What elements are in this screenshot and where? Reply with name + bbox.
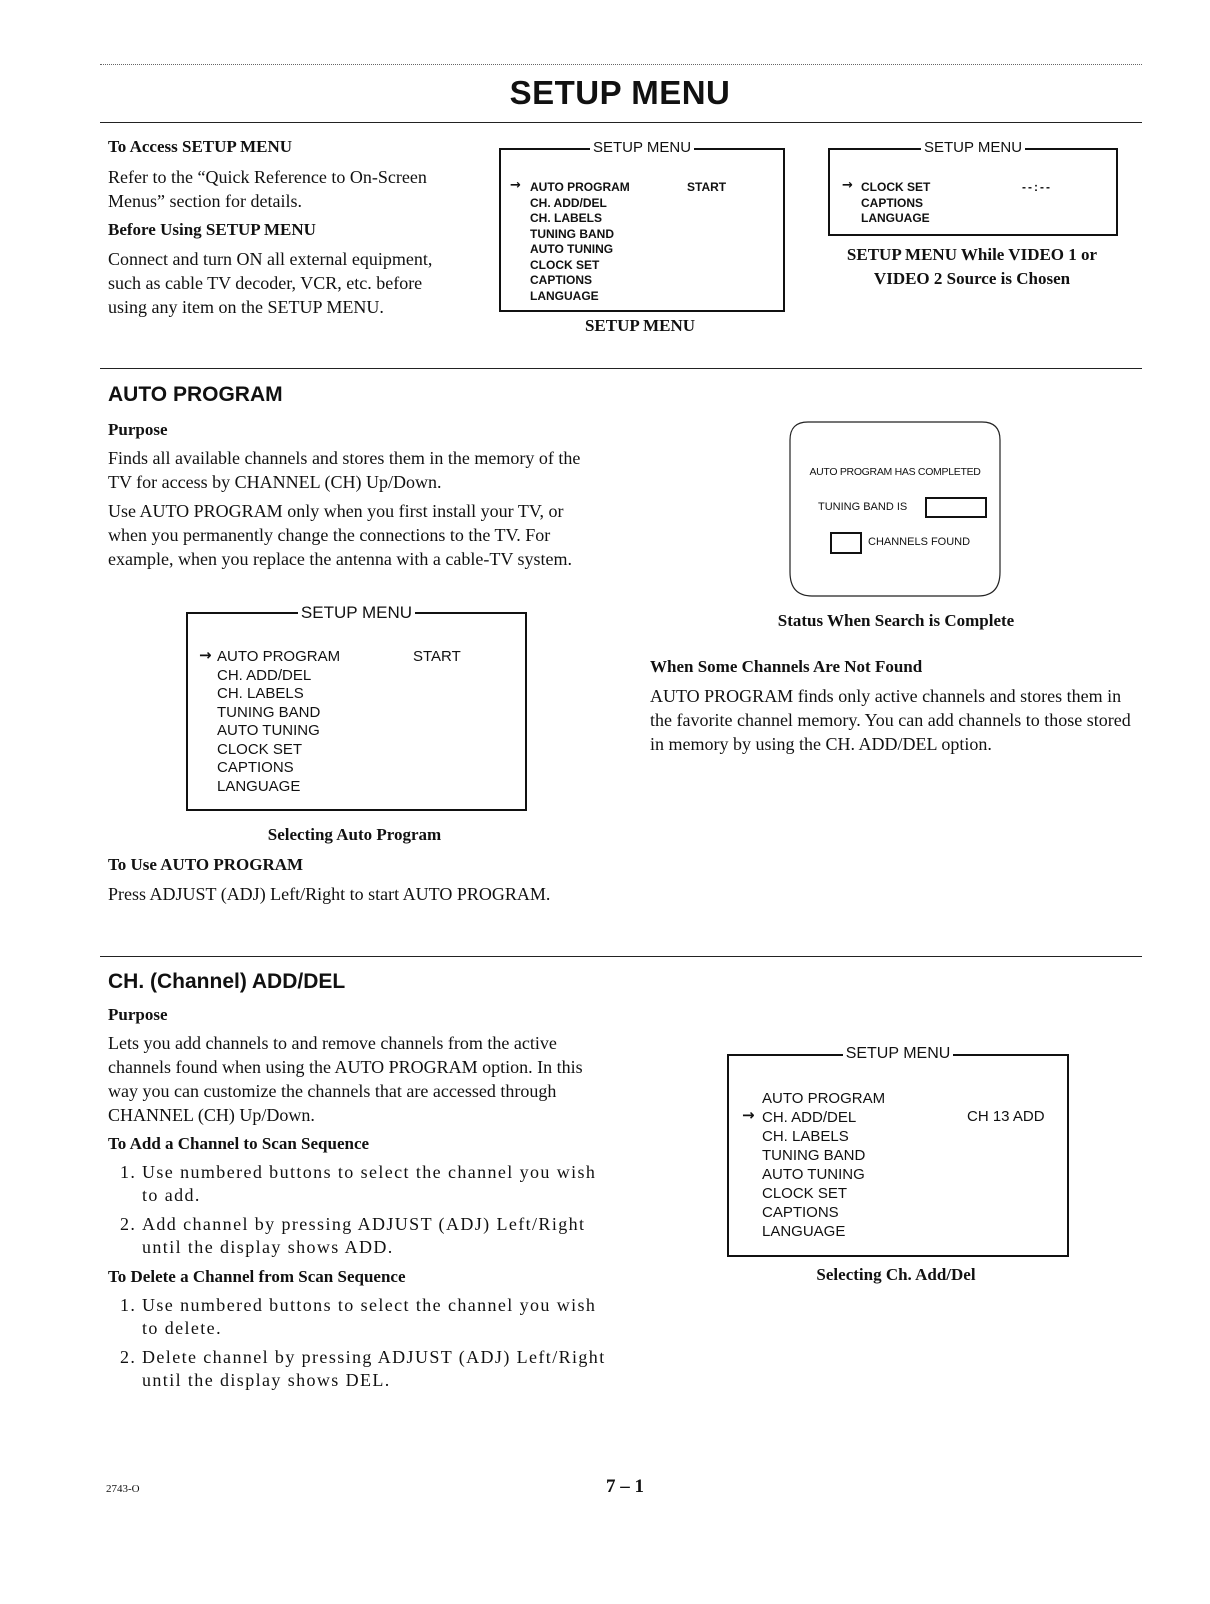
- auto-purpose-text-2: Use AUTO PROGRAM only when you first install your TV, or when you permanently change the connections to the TV. For example, when you replace the antenna with a cable-TV system.: [108, 501, 572, 569]
- list-item: 1. Use numbered buttons to select the channel you wish to add.: [120, 1162, 597, 1205]
- video-menu-caption-line2: VIDEO 2 Source is Chosen: [873, 269, 1071, 288]
- menu-title: SETUP MENU: [921, 139, 1025, 156]
- menu-item[interactable]: AUTO PROGRAM: [530, 180, 630, 194]
- ch-add-del-heading: CH. (Channel) ADD/DEL: [108, 970, 346, 993]
- menu-item[interactable]: CLOCK SET: [217, 740, 303, 758]
- menu-item[interactable]: CH. ADD/DEL: [762, 1109, 857, 1126]
- auto-purpose-text-1: Finds all available channels and stores them in the memory of the TV for access by CHANNEL (CH) Up/Down.: [108, 448, 581, 492]
- setup-menu-box: [499, 139, 785, 312]
- menu-item[interactable]: CLOCK SET: [762, 1185, 848, 1202]
- status-completed: AUTO PROGRAM HAS COMPLETED: [809, 466, 981, 478]
- clock-value: --:--: [1022, 180, 1052, 194]
- title-rule: [100, 122, 1142, 123]
- menu-item[interactable]: CH. ADD/DEL: [217, 666, 312, 684]
- purpose-heading: Purpose: [108, 420, 168, 439]
- menu-items: [762, 1089, 885, 1241]
- menu-item[interactable]: TUNING BAND: [762, 1147, 866, 1164]
- status-tuning-band: TUNING BAND IS: [818, 501, 908, 513]
- cursor-arrow-icon: →: [842, 178, 853, 193]
- ch-purpose-text: Lets you add channels to and remove channels from the active channels found when using the AUTO PROGRAM option. In this way you can customize the channels that are accessed through CHANNEL (CH) Up/Down.: [108, 1033, 583, 1125]
- menu-value: CH 13 ADD: [967, 1108, 1045, 1125]
- menu-item[interactable]: CH. LABELS: [530, 211, 602, 225]
- status-channels-found: CHANNELS FOUND: [868, 536, 971, 548]
- auto-menu-caption: Selecting Auto Program: [267, 825, 442, 844]
- add-steps: [108, 1161, 608, 1265]
- menu-items: [861, 180, 930, 227]
- section-rule: [100, 368, 1142, 369]
- menu-item[interactable]: CLOCK SET: [530, 257, 600, 272]
- menu-items: [530, 180, 630, 304]
- use-auto-text: Press ADJUST (ADJ) Left/Right to start AUTO PROGRAM.: [108, 884, 551, 904]
- section-rule: [100, 956, 1142, 957]
- menu-title: SETUP MENU: [590, 139, 694, 156]
- list-item: 2. Add channel by pressing ADJUST (ADJ) Left/Right until the display shows ADD.: [120, 1214, 586, 1257]
- menu-item[interactable]: CAPTIONS: [530, 273, 593, 287]
- cursor-arrow-icon: →: [742, 1106, 755, 1124]
- menu-item[interactable]: LANGUAGE: [217, 777, 301, 795]
- ch-menu-caption: Selecting Ch. Add/Del: [816, 1265, 976, 1284]
- auto-program-menu-box: [186, 603, 527, 811]
- delete-channel-heading: To Delete a Channel from Scan Sequence: [108, 1267, 406, 1286]
- menu-item[interactable]: LANGUAGE: [762, 1223, 846, 1240]
- use-auto-heading: To Use AUTO PROGRAM: [108, 855, 304, 874]
- menu-item[interactable]: AUTO TUNING: [762, 1166, 865, 1183]
- menu-value: START: [413, 648, 461, 665]
- menu-title: SETUP MENU: [843, 1045, 954, 1062]
- not-found-text: AUTO PROGRAM finds only active channels and stores them in the favorite channel memory. You can add channels to those stored in memory by using the CH. ADD/DEL option.: [650, 686, 1131, 754]
- menu-item[interactable]: TUNING BAND: [530, 226, 614, 241]
- channels-found-field: [830, 532, 862, 554]
- video-menu-caption-line1: SETUP MENU While VIDEO 1 or: [846, 245, 1098, 264]
- menu-item[interactable]: CAPTIONS: [217, 759, 294, 776]
- menu-item[interactable]: CLOCK SET: [861, 180, 931, 194]
- menu-item[interactable]: CAPTIONS: [861, 195, 924, 210]
- list-item: 2. Delete channel by pressing ADJUST (ADJ) Left/Right until the display shows DEL.: [120, 1347, 606, 1390]
- page-title: SETUP MENU: [509, 74, 731, 111]
- menu-item[interactable]: AUTO PROGRAM: [217, 648, 341, 665]
- menu-items: [217, 648, 340, 796]
- menu-item[interactable]: AUTO TUNING: [530, 242, 614, 256]
- before-text: Connect and turn ON all external equipment, such as cable TV decoder, VCR, etc. before using any item on the SETUP MENU.: [108, 249, 433, 317]
- menu-item[interactable]: TUNING BAND: [217, 703, 321, 721]
- access-text: Refer to the “Quick Reference to On-Screen Menus” section for details.: [108, 167, 427, 211]
- menu-item[interactable]: CH. LABELS: [762, 1128, 849, 1145]
- list-item: 1. Use numbered buttons to select the channel you wish to delete.: [120, 1295, 597, 1338]
- add-channel-heading: To Add a Channel to Scan Sequence: [108, 1134, 370, 1153]
- page-number: 7 – 1: [606, 1476, 644, 1497]
- menu-item[interactable]: LANGUAGE: [530, 288, 599, 303]
- delete-steps: [108, 1294, 608, 1398]
- menu-item[interactable]: AUTO PROGRAM: [762, 1090, 886, 1107]
- menu-item[interactable]: CAPTIONS: [762, 1204, 839, 1221]
- ch-add-del-menu-box: [727, 1045, 1069, 1257]
- not-found-heading: When Some Channels Are Not Found: [650, 657, 923, 676]
- menu-item[interactable]: AUTO TUNING: [217, 722, 320, 739]
- video-setup-menu-box: [828, 139, 1118, 236]
- tuning-band-field: [925, 497, 987, 518]
- cursor-arrow-icon: →: [510, 178, 521, 193]
- before-heading: Before Using SETUP MENU: [108, 220, 316, 239]
- purpose-heading: Purpose: [108, 1005, 168, 1024]
- menu-item[interactable]: CH. ADD/DEL: [530, 195, 607, 210]
- footer-code: 2743-O: [106, 1483, 140, 1495]
- access-heading: To Access SETUP MENU: [108, 137, 293, 156]
- menu-value: START: [687, 180, 727, 194]
- menu-title: SETUP MENU: [298, 603, 415, 622]
- menu-item[interactable]: LANGUAGE: [861, 211, 930, 225]
- cursor-arrow-icon: →: [199, 646, 212, 664]
- setup-menu-caption: SETUP MENU: [584, 316, 696, 335]
- status-caption: Status When Search is Complete: [777, 611, 1015, 630]
- auto-program-heading: AUTO PROGRAM: [108, 383, 283, 406]
- menu-item[interactable]: CH. LABELS: [217, 685, 304, 702]
- top-dotted-rule: [100, 64, 1142, 65]
